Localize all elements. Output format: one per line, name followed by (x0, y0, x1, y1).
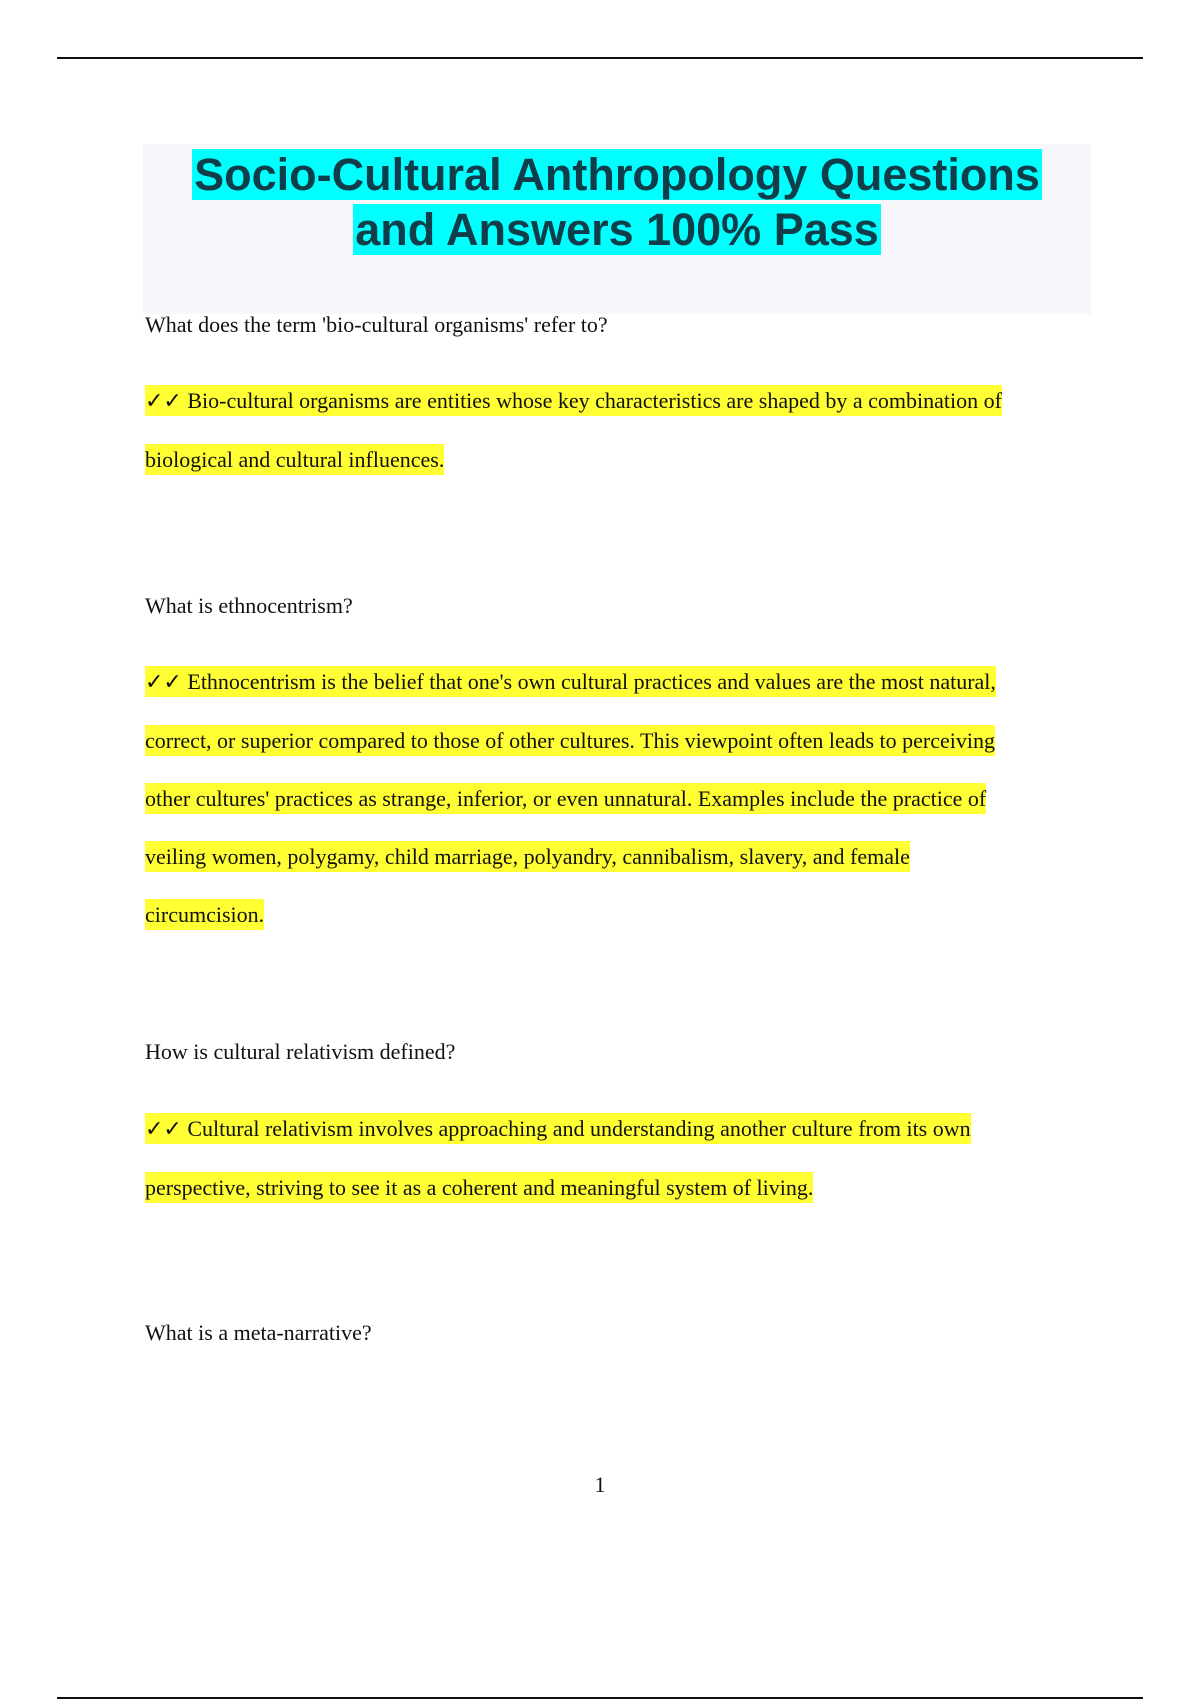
answer-3-line-2: perspective, striving to see it as a coherent and meaningful system of living. (145, 1175, 814, 1200)
answer-2-text (145, 666, 996, 930)
answer-2-line-2: correct, or superior compared to those of other cultures. This viewpoint often leads to perceiving (145, 728, 995, 753)
answer-2-line-3: other cultures' practices as strange, inferior, or even unnatural. Examples include the practice of (145, 786, 987, 811)
answer-2-line-4: veiling women, polygamy, child marriage, polyandry, cannibalism, slavery, and female (145, 844, 910, 869)
answer-3 (145, 1100, 1095, 1217)
answer-3-line-1: Cultural relativism involves approaching and understanding another culture from its own (187, 1116, 971, 1141)
answer-1-line-2: biological and cultural influences. (145, 447, 445, 472)
answer-1 (145, 372, 1095, 489)
document-title (143, 144, 1091, 314)
answer-2 (145, 653, 1095, 944)
question-3: How is cultural relativism defined? (145, 1039, 456, 1064)
double-check-icon: ✓✓ (145, 670, 182, 695)
title-line-2: and Answers 100% Pass (355, 204, 879, 255)
answer-1-text (145, 385, 1002, 475)
double-check-icon: ✓✓ (145, 1117, 182, 1142)
answer-2-line-5: circumcision. (145, 902, 265, 927)
answer-3-text (145, 1113, 971, 1203)
page-number: 1 (594, 1472, 606, 1497)
title-line-1: Socio-Cultural Anthropology Questions (194, 149, 1040, 200)
question-4: What is a meta-narrative? (145, 1320, 372, 1345)
header-rule (57, 57, 1143, 59)
answer-2-line-1: Ethnocentrism is the belief that one's own cultural practices and values are the most natural, (187, 669, 996, 694)
question-2: What is ethnocentrism? (145, 593, 353, 618)
double-check-icon: ✓✓ (145, 389, 182, 414)
answer-1-line-1: Bio-cultural organisms are entities whose key characteristics are shaped by a combination of (187, 388, 1002, 413)
footer-rule (57, 1697, 1143, 1699)
question-1: What does the term 'bio-cultural organisms' refer to? (145, 312, 608, 337)
